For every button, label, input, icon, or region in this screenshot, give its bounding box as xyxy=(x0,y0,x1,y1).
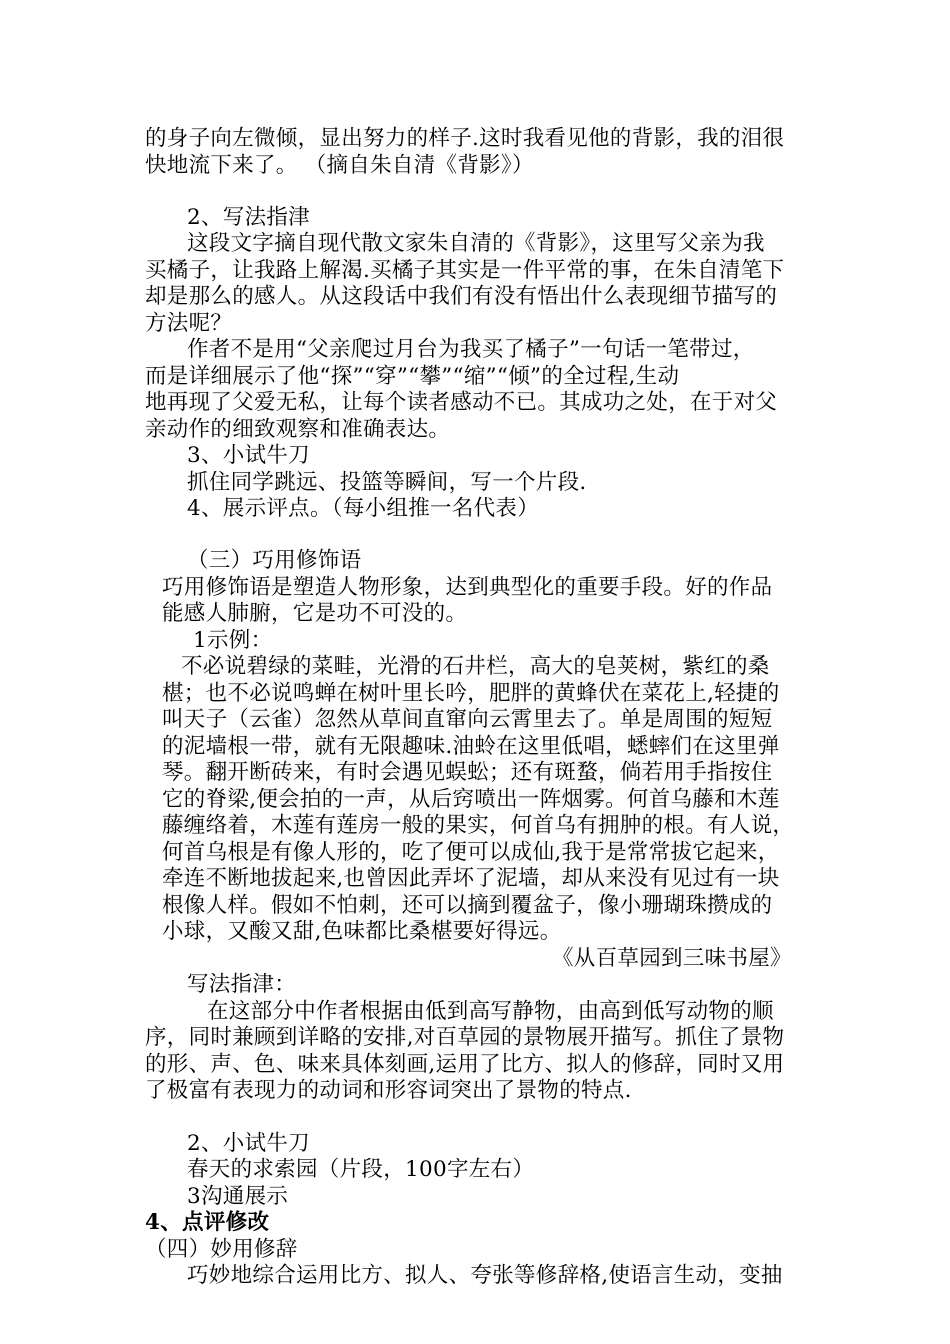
text-line: 巧妙地综合运用比方、拟人、夸张等修辞格,使语言生动，变抽 xyxy=(187,1263,783,1288)
text-line: 琴。翻开断砖来，有时会遇见蜈蚣；还有斑蝥，倘若用手指按住 xyxy=(162,760,773,785)
text-line: 作者不是用“父亲爬过月台为我买了橘子”一句话一笔带过， xyxy=(187,337,755,362)
section-heading: （三）巧用修饰语 xyxy=(187,548,362,573)
text-line: 巧用修饰语是塑造人物形象，达到典型化的重要手段。好的作品 xyxy=(162,575,773,600)
section-heading: 3、小试牛刀 xyxy=(187,443,310,468)
text-line: 在这部分中作者根据由低到高写静物，由高到低写动物的顺 xyxy=(207,999,774,1024)
section-heading: 写法指津： xyxy=(187,972,297,997)
text-line: 小球，又酸又甜,色味都比桑椹要好得远。 xyxy=(162,919,562,944)
text-line: 地再现了父爱无私，让每个读者感动不已。其成功之处，在于对父 xyxy=(145,390,778,415)
section-heading: （四）妙用修辞 xyxy=(145,1237,298,1262)
text-line: 快地流下来了。 （摘自朱自清《背影》） xyxy=(145,153,534,178)
text-line: 买橘子，让我路上解渴.买橘子其实是一件平常的事，在朱自清笔下 xyxy=(145,258,785,283)
text-line: 它的脊梁,便会拍的一声，从后窍喷出一阵烟雾。何首乌藤和木莲 xyxy=(162,787,780,812)
text-line: 根像人样。假如不怕刺，还可以摘到覆盆子，像小珊瑚珠攒成的 xyxy=(162,893,773,918)
source-citation: 《从百草园到三味书屋》 xyxy=(552,946,792,971)
section-heading: 4、点评修改 xyxy=(145,1210,270,1235)
text-line: 叫天子（云雀）忽然从草间直窜向云霄里去了。单是周围的短短 xyxy=(162,707,773,732)
subheading: 1示例： xyxy=(193,628,273,653)
text-line: 亲动作的细致观察和准确表达。 xyxy=(145,417,451,442)
text-line: 的身子向左微倾，显出努力的样子.这时我看见他的背影，我的泪很 xyxy=(145,126,785,151)
text-line: 的泥墙根一带，就有无限趣味.油蛉在这里低唱，蟋蟀们在这里弹 xyxy=(162,734,780,759)
text-line: 4、展示评点。（每小组推一名代表） xyxy=(187,496,540,521)
text-line: 抓住同学跳远、投篮等瞬间，写一个片段. xyxy=(187,470,587,495)
text-line: 不必说碧绿的菜畦，光滑的石井栏，高大的皂荚树，紫红的桑 xyxy=(181,654,770,679)
text-line: 藤缠络着，木莲有莲房一般的果实，何首乌有拥肿的根。有人说， xyxy=(162,813,795,838)
text-line: 能感人肺腑，它是功不可没的。 xyxy=(162,601,468,626)
text-line: 了极富有表现力的动词和形容词突出了景物的特点. xyxy=(145,1078,632,1103)
text-line: 这段文字摘自现代散文家朱自清的《背影》，这里写父亲为我 xyxy=(187,231,765,256)
section-heading: 2、写法指津 xyxy=(187,205,310,230)
text-line: 却是那么的感人。从这段话中我们有没有悟出什么表现细节描写的 xyxy=(145,284,778,309)
text-line: 3沟通展示 xyxy=(187,1184,289,1209)
text-line: 椹；也不必说鸣蝉在树叶里长吟，肥胖的黄蜂伏在菜花上,轻捷的 xyxy=(162,681,780,706)
text-line: 而是详细展示了他“探”“穿”“攀”“缩”“倾”的全过程,生动 xyxy=(145,364,680,389)
text-line: 序，同时兼顾到详略的安排,对百草园的景物展开描写。抓住了景物 xyxy=(145,1025,785,1050)
text-line: 何首乌根是有像人形的，吃了便可以成仙,我于是常常拔它起来， xyxy=(162,840,780,865)
text-line: 牵连不断地拔起来,也曾因此弄坏了泥墙，却从来没有见过有一块 xyxy=(162,866,780,891)
text-line: 方法呢？ xyxy=(145,311,233,336)
text-line: 的形、声、色、味来具体刻画,运用了比方、拟人的修辞，同时又用 xyxy=(145,1052,785,1077)
text-line: 春天的求索园（片段，100字左右） xyxy=(187,1157,535,1182)
section-heading: 2、小试牛刀 xyxy=(187,1131,310,1156)
